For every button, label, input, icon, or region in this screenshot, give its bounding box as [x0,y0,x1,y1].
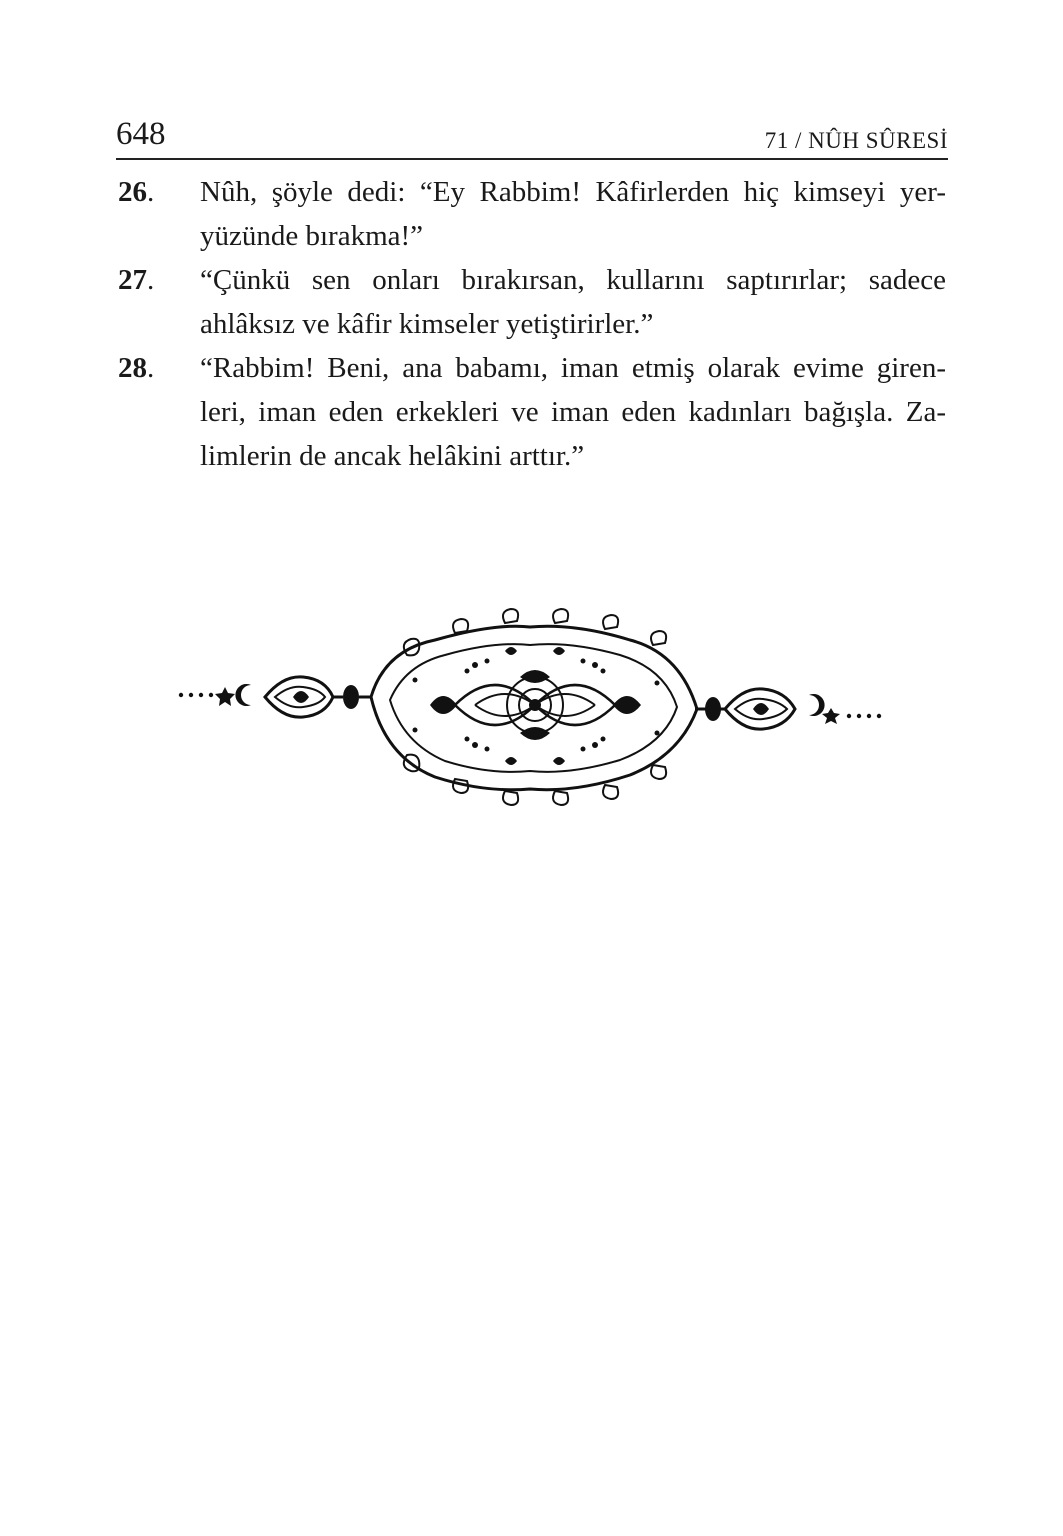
verse-line: leri, iman eden erkekleri ve iman eden kadınları bağışla. Za- [200,396,946,428]
verse-number: 27. [118,264,155,296]
verse-number: 28. [118,352,155,384]
verse-line: Nûh, şöyle dedi: “Ey Rabbim! Kâfirlerden hiç kimseyi yer- [200,176,946,208]
running-head: 71 / NÛH SÛRESİ [764,128,948,153]
verse-list [118,170,946,478]
verse-text [200,346,946,478]
verse-line: “Çünkü sen onları bırakırsan, kullarını saptırırlar; sadece [200,264,946,296]
verse-line: yüzünde bırakma!” [200,220,424,252]
verse-line: limlerin de ancak helâkini arttır.” [200,440,585,472]
verse-26 [118,170,946,258]
verse-number: 26. [118,176,155,208]
verse-text [200,258,946,346]
page-header [116,112,948,160]
surah-end-ornament-icon [175,605,885,810]
verse-28 [118,346,946,478]
verse-text [200,170,946,258]
verse-line: “Rabbim! Beni, ana babamı, iman etmiş olarak evime giren- [200,352,946,384]
page-number: 648 [116,116,166,152]
verse-line: ahlâksız ve kâfir kimseler yetiştirirler.” [200,308,654,340]
verse-27 [118,258,946,346]
